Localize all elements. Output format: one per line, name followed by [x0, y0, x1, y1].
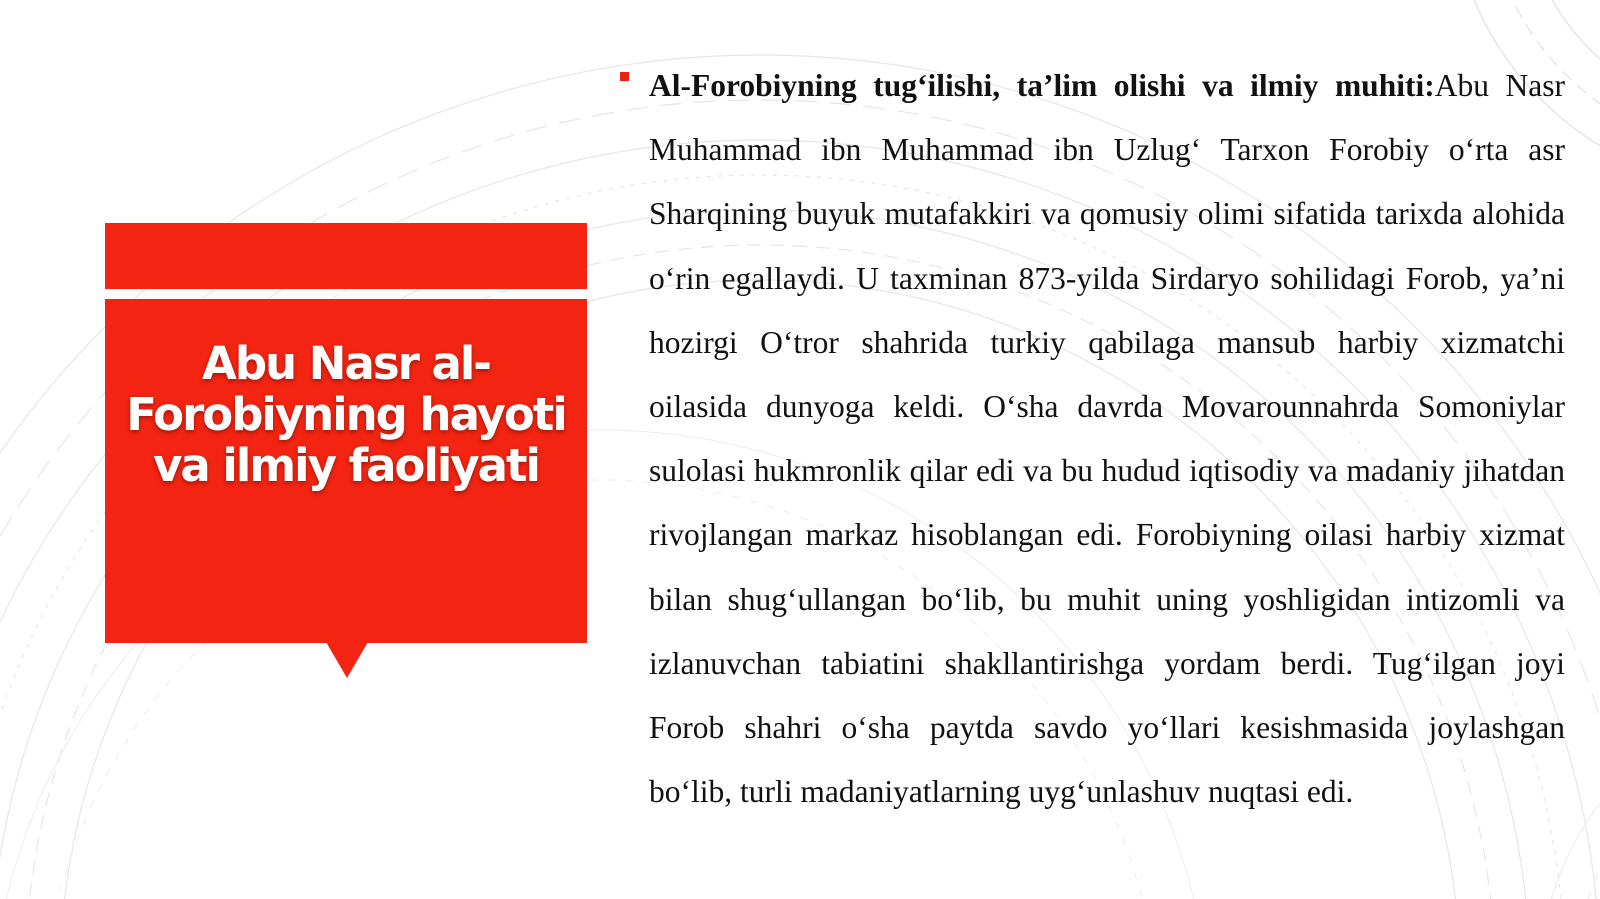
- paragraph-body: Abu Nasr Muhammad ibn Muhammad ibn Uzlug‘ Tarxon Forobiy o‘rta asr Sharqining buyuk mutafakkiri va qomusiy olimi sifatida tarixda alohida o‘rin egallaydi. U taxminan 873-yilda Sirdaryo sohilidagi Forob, ya’ni hozirgi O‘tror shahrida turkiy qabilaga mansub harbiy xizmatchi oilasida dunyoga keldi. O‘sha davrda Movarounnahrda Somoniylar sulolasi hukmronlik qilar edi va bu hudud iqtisodiy va madaniy jihatdan rivojlangan markaz hisoblangan edi. Forobiyning oilasi harbiy xizmat bilan shug‘ullangan bo‘lib, bu muhit uning yoshligidan intizomli va izlanuvchan tabiatini shakllantirishga yordam berdi. Tug‘ilgan joyi Forob shahri o‘sha paytda savdo yo‘llari kesishmasida joylashgan bo‘lib, turli madaniyatlarning uyg‘unlashuv nuqtasi edi.: [649, 68, 1566, 810]
- body-paragraph: [649, 54, 1565, 824]
- paragraph-lead: Al-Forobiyning tug‘ilishi, ta’lim olishi va ilmiy muhiti:: [649, 68, 1435, 103]
- content-area: [620, 54, 1565, 824]
- slide-title: Abu Nasr al-Forobiyning hayoti va ilmiy faoliyati: [126, 337, 566, 492]
- red-square-bullet-icon: [620, 72, 629, 81]
- title-box-pointer: [326, 642, 368, 678]
- title-accent-bar: [105, 223, 587, 289]
